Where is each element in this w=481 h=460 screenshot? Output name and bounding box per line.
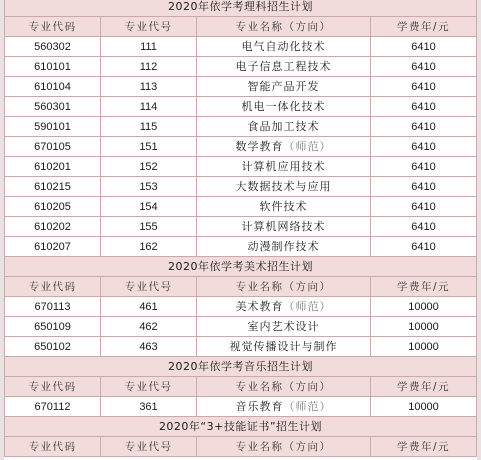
header-tuition: 学费年/元 (371, 437, 477, 457)
major-number-cell: 115 (101, 117, 197, 137)
major-name: 音乐教育 (235, 399, 284, 413)
major-number-cell: 162 (101, 237, 197, 257)
header-tuition: 学费年/元 (371, 17, 477, 37)
table-row (5, 197, 477, 217)
table-row (5, 297, 477, 317)
header-major-code: 专业代码 (5, 377, 101, 397)
table-row (5, 77, 477, 97)
header-major-number: 专业代号 (101, 277, 197, 297)
major-name-cell (197, 337, 371, 357)
major-name-cell (197, 77, 371, 97)
tuition-cell: 6410 (371, 37, 477, 57)
major-name-cell (197, 217, 371, 237)
table-row (5, 177, 477, 197)
table-row (5, 317, 477, 337)
major-name: 室内艺术设计 (247, 319, 320, 333)
major-number-cell: 155 (101, 217, 197, 237)
major-code-cell: 670112 (5, 397, 101, 417)
section-title-row (5, 257, 477, 277)
header-major-name: 专业名称（方向） (197, 437, 371, 457)
tuition-cell: 6410 (371, 97, 477, 117)
major-name: 软件技术 (259, 199, 308, 213)
major-number-cell: 462 (101, 317, 197, 337)
major-code-cell: 610215 (5, 177, 101, 197)
major-number-cell: 154 (101, 197, 197, 217)
major-number-cell: 112 (101, 57, 197, 77)
tuition-cell: 10000 (371, 337, 477, 357)
table-row (5, 137, 477, 157)
section-title: 2020年“3+技能证书”招生计划 (5, 417, 477, 437)
column-header-row (5, 277, 477, 297)
table-row (5, 337, 477, 357)
tuition-cell: 6410 (371, 157, 477, 177)
header-major-code: 专业代码 (5, 17, 101, 37)
tuition-cell: 10000 (371, 317, 477, 337)
table-row (5, 97, 477, 117)
major-code-cell: 610101 (5, 57, 101, 77)
column-header-row (5, 377, 477, 397)
major-code-cell: 610104 (5, 77, 101, 97)
major-number-cell: 113 (101, 77, 197, 97)
major-name: 电气自动化技术 (241, 39, 326, 53)
section-title-row (5, 0, 477, 17)
major-name: 动漫制作技术 (247, 239, 320, 253)
major-number-cell: 361 (101, 397, 197, 417)
major-name-cell (197, 297, 371, 317)
major-name: 机电一体化技术 (241, 99, 326, 113)
major-name: 数学教育 (235, 139, 284, 153)
major-code-cell: 590101 (5, 117, 101, 137)
major-name: 计算机应用技术 (241, 159, 326, 173)
major-number-cell: 152 (101, 157, 197, 177)
major-name: 电子信息工程技术 (235, 59, 332, 73)
major-code-cell: 610201 (5, 157, 101, 177)
right-margin (477, 0, 481, 460)
header-major-code: 专业代码 (5, 437, 101, 457)
major-name-cell (197, 317, 371, 337)
tuition-cell: 6410 (371, 237, 477, 257)
tuition-cell: 6410 (371, 217, 477, 237)
table-row (5, 157, 477, 177)
major-code-cell: 670105 (5, 137, 101, 157)
admission-plan-table-body (5, 0, 477, 457)
major-number-cell: 114 (101, 97, 197, 117)
major-note: （师范） (283, 299, 332, 313)
section-title: 2020年依学考美术招生计划 (5, 257, 477, 277)
major-name-cell (197, 97, 371, 117)
major-name-cell (197, 157, 371, 177)
section-title: 2020年依学考理科招生计划 (5, 0, 477, 17)
section-title-row (5, 357, 477, 377)
major-code-cell: 650102 (5, 337, 101, 357)
header-major-name: 专业名称（方向） (197, 377, 371, 397)
major-name: 美术教育 (235, 299, 284, 313)
major-code-cell: 560302 (5, 37, 101, 57)
major-code-cell: 610202 (5, 217, 101, 237)
table-row (5, 217, 477, 237)
header-tuition: 学费年/元 (371, 277, 477, 297)
table-row (5, 37, 477, 57)
header-major-number: 专业代号 (101, 437, 197, 457)
major-name-cell (197, 37, 371, 57)
major-number-cell: 111 (101, 37, 197, 57)
major-name-cell (197, 237, 371, 257)
section-title-row (5, 417, 477, 437)
header-major-number: 专业代号 (101, 17, 197, 37)
tuition-cell: 6410 (371, 177, 477, 197)
header-major-number: 专业代号 (101, 377, 197, 397)
major-note: （师范） (283, 139, 332, 153)
header-major-code: 专业代码 (5, 277, 101, 297)
table-row (5, 117, 477, 137)
tuition-cell: 6410 (371, 197, 477, 217)
major-name: 计算机网络技术 (241, 219, 326, 233)
table-row (5, 237, 477, 257)
major-name-cell (197, 57, 371, 77)
major-name-cell (197, 137, 371, 157)
major-code-cell: 560301 (5, 97, 101, 117)
major-name-cell (197, 197, 371, 217)
table-row (5, 397, 477, 417)
major-code-cell: 610205 (5, 197, 101, 217)
tuition-cell: 6410 (371, 77, 477, 97)
major-number-cell: 463 (101, 337, 197, 357)
header-major-name: 专业名称（方向） (197, 277, 371, 297)
major-name: 视觉传播设计与制作 (229, 339, 338, 353)
header-tuition: 学费年/元 (371, 377, 477, 397)
major-name: 食品加工技术 (247, 119, 320, 133)
major-number-cell: 153 (101, 177, 197, 197)
major-name-cell (197, 397, 371, 417)
major-number-cell: 461 (101, 297, 197, 317)
admission-plan-table (4, 0, 477, 457)
table-row (5, 57, 477, 77)
tuition-cell: 10000 (371, 397, 477, 417)
major-note: （师范） (283, 399, 332, 413)
major-number-cell: 151 (101, 137, 197, 157)
tuition-cell: 6410 (371, 117, 477, 137)
major-name-cell (197, 117, 371, 137)
tuition-cell: 10000 (371, 297, 477, 317)
column-header-row (5, 437, 477, 457)
major-code-cell: 670113 (5, 297, 101, 317)
major-name-cell (197, 177, 371, 197)
column-header-row (5, 17, 477, 37)
section-title: 2020年依学考音乐招生计划 (5, 357, 477, 377)
major-name: 大数据技术与应用 (235, 179, 332, 193)
major-code-cell: 650109 (5, 317, 101, 337)
major-code-cell: 610207 (5, 237, 101, 257)
header-major-name: 专业名称（方向） (197, 17, 371, 37)
tuition-cell: 6410 (371, 57, 477, 77)
tuition-cell: 6410 (371, 137, 477, 157)
major-name: 智能产品开发 (247, 79, 320, 93)
